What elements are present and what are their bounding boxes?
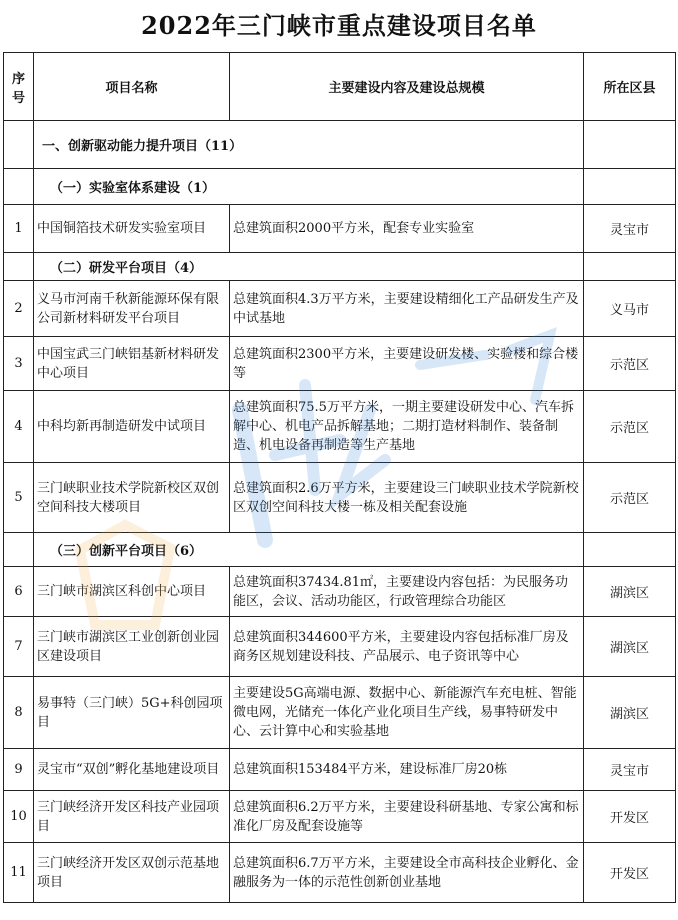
row-name: 中国铜箔技术研发实验室项目	[34, 205, 230, 253]
row-no: 9	[4, 749, 34, 791]
row-area: 义马市	[584, 281, 676, 337]
row-no: 1	[4, 205, 34, 253]
row-area: 示范区	[584, 337, 676, 391]
subsection-title-2: （二）研发平台项目（4）	[34, 253, 584, 281]
row-area: 示范区	[584, 463, 676, 533]
row-no: 8	[4, 677, 34, 749]
subsection-row-3	[4, 533, 676, 567]
header-name: 项目名称	[34, 53, 230, 121]
row-area: 湖滨区	[584, 677, 676, 749]
section-title: 一、创新驱动能力提升项目（11）	[34, 121, 584, 169]
table-row	[4, 281, 676, 337]
table-row	[4, 463, 676, 533]
row-name: 灵宝市“双创”孵化基地建设项目	[34, 749, 230, 791]
row-area: 湖滨区	[584, 567, 676, 617]
row-no: 5	[4, 463, 34, 533]
subsection-row-1	[4, 169, 676, 205]
row-content: 总建筑面积37434.81㎡，主要建设内容包括：为民服务功能区，会议、活动功能区，行政管理综合功能区	[230, 567, 584, 617]
row-no: 7	[4, 617, 34, 677]
section-row	[4, 121, 676, 169]
page-title: 2022年三门峡市重点建设项目名单	[141, 11, 537, 40]
row-area: 灵宝市	[584, 749, 676, 791]
row-no: 6	[4, 567, 34, 617]
row-area: 开发区	[584, 843, 676, 903]
table-row	[4, 567, 676, 617]
row-name: 易事特（三门峡）5G+科创园项目	[34, 677, 230, 749]
row-content: 总建筑面积4.3万平方米，主要建设精细化工产品研发生产及中试基地	[230, 281, 584, 337]
row-area: 灵宝市	[584, 205, 676, 253]
row-no: 10	[4, 791, 34, 843]
table-row	[4, 749, 676, 791]
header-no: 序号	[4, 53, 34, 121]
header-area: 所在区县	[584, 53, 676, 121]
row-content: 总建筑面积6.2万平方米，主要建设科研基地、专家公寓和标准化厂房及配套设施等	[230, 791, 584, 843]
row-no: 3	[4, 337, 34, 391]
table-row	[4, 791, 676, 843]
row-name: 中国宝武三门峡铝基新材料研发中心项目	[34, 337, 230, 391]
row-name: 三门峡经济开发区双创示范基地项目	[34, 843, 230, 903]
row-name: 三门峡职业技术学院新校区双创空间科技大楼项目	[34, 463, 230, 533]
row-no: 11	[4, 843, 34, 903]
row-content: 总建筑面积6.7万平方米，主要建设全市高科技企业孵化、金融服务为一体的示范性创新创业基地	[230, 843, 584, 903]
table-row	[4, 843, 676, 903]
subsection-row-2	[4, 253, 676, 281]
subsection-title-3: （三）创新平台项目（6）	[34, 533, 584, 567]
table-row	[4, 205, 676, 253]
row-area: 开发区	[584, 791, 676, 843]
row-name: 三门峡市湖滨区工业创新创业园区建设项目	[34, 617, 230, 677]
row-content: 总建筑面积344600平方米，主要建设内容包括标准厂房及商务区规划建设科技、产品展示、电子资讯等中心	[230, 617, 584, 677]
row-name: 三门峡经济开发区科技产业园项目	[34, 791, 230, 843]
project-table	[3, 52, 676, 903]
row-name: 义马市河南千秋新能源环保有限公司新材料研发平台项目	[34, 281, 230, 337]
table-row	[4, 337, 676, 391]
row-area: 湖滨区	[584, 617, 676, 677]
row-content: 总建筑面积2000平方米，配套专业实验室	[230, 205, 584, 253]
header-content: 主要建设内容及建设总规模	[230, 53, 584, 121]
row-content: 总建筑面积2300平方米，主要建设研发楼、实验楼和综合楼等	[230, 337, 584, 391]
table-header-row	[4, 53, 676, 121]
row-name: 中科均新再制造研发中试项目	[34, 391, 230, 463]
row-content: 总建筑面积75.5万平方米，一期主要建设研发中心、汽车拆解中心、机电产品拆解基地；二期打造材料制作、装备制造、机电设备再制造等生产基地	[230, 391, 584, 463]
table-row	[4, 391, 676, 463]
table-row	[4, 677, 676, 749]
row-content: 总建筑面积2.6万平方米，主要建设三门峡职业技术学院新校区双创空间科技大楼一栋及相关配套设施	[230, 463, 584, 533]
row-content: 总建筑面积153484平方米，建设标准厂房20栋	[230, 749, 584, 791]
row-no: 2	[4, 281, 34, 337]
row-name: 三门峡市湖滨区科创中心项目	[34, 567, 230, 617]
subsection-title-1: （一）实验室体系建设（1）	[34, 169, 584, 205]
row-no: 4	[4, 391, 34, 463]
row-area: 示范区	[584, 391, 676, 463]
row-content: 主要建设5G高端电源、数据中心、新能源汽车充电桩、智能微电网，光储充一体化产业化项目生产线，易事特研发中心、云计算中心和实验基地	[230, 677, 584, 749]
table-row	[4, 617, 676, 677]
